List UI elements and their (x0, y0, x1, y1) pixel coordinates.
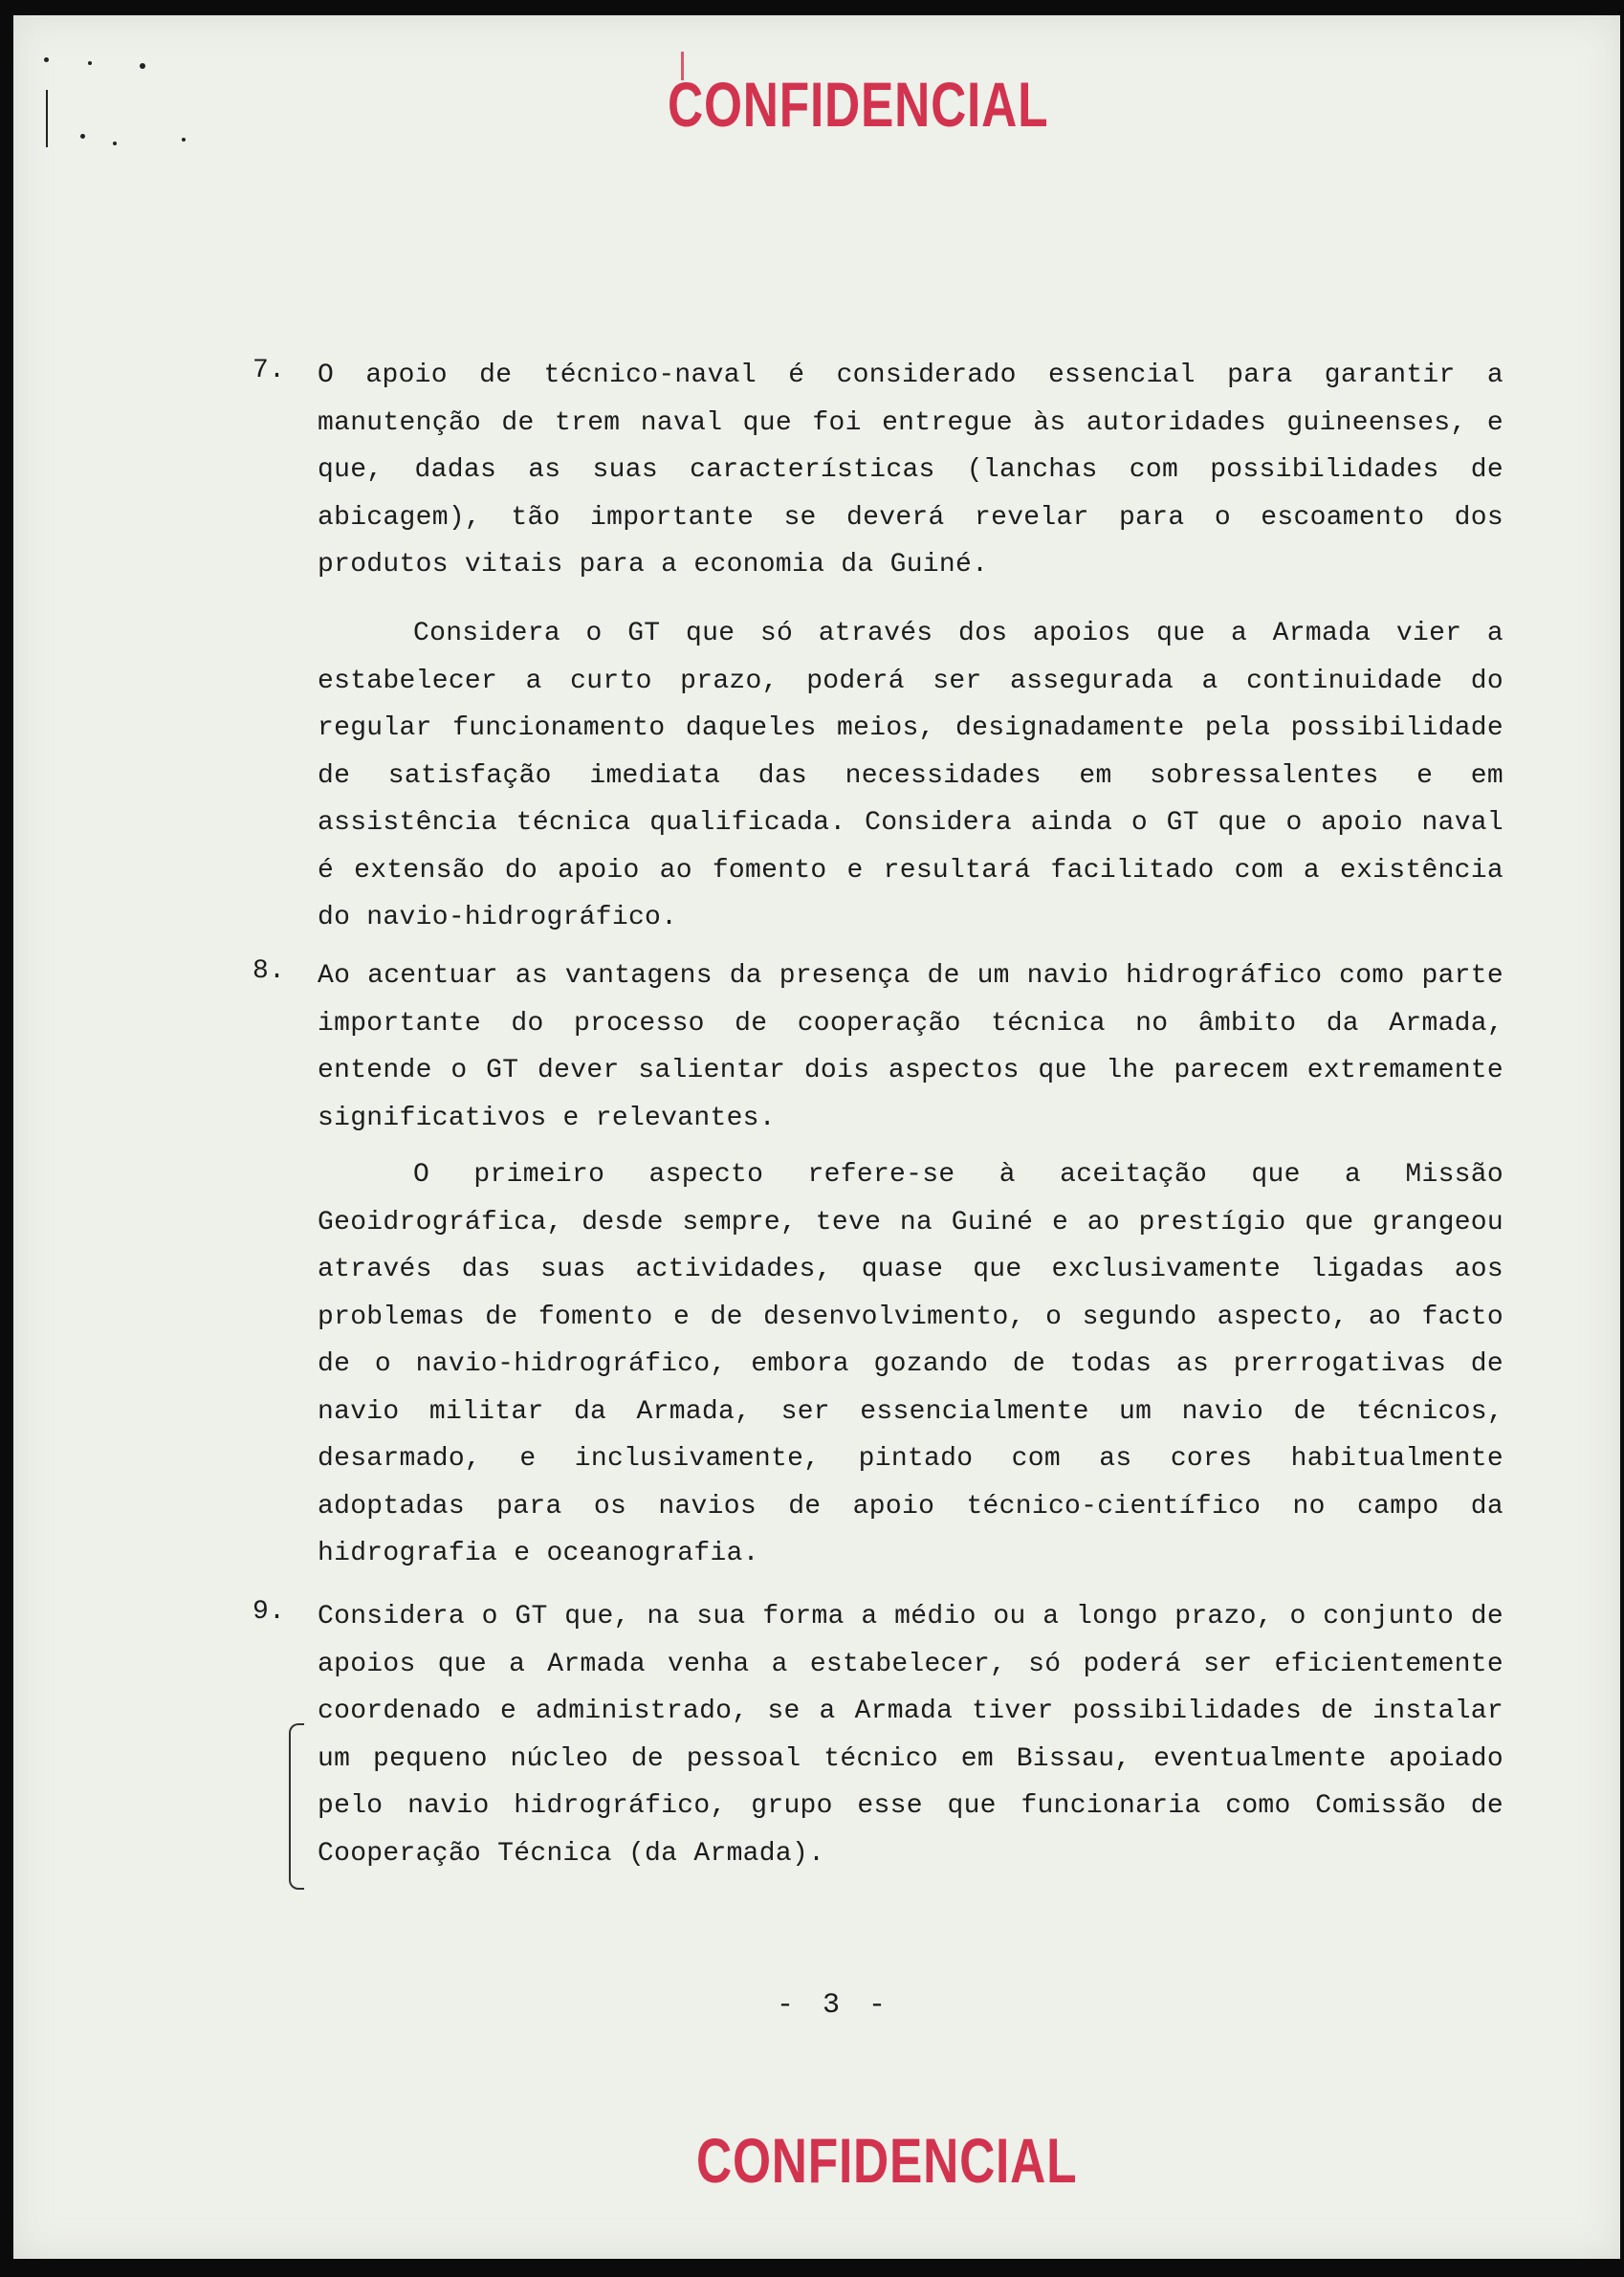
section-8-number: 8. (252, 956, 286, 986)
section-9-paragraph-1: Considera o GT que, na sua forma a médio ou a longo prazo, o conjunto de apoios que a Armada venha a estabelecer, só poderá ser eficientemente coordenado e administrado, se a Armada tiver possibilidades de instalar um pequeno núcleo de pessoal técnico em Bissau, eventualmente apoiado pelo navio hidrográfico, grupo esse que funcionaria como Comissão de Cooperação Técnica (da Armada). (318, 1602, 1503, 1869)
section-7-paragraph-1: O apoio de técnico-naval é considerado essencial para garantir a manutenção de trem naval que foi entregue às autoridades guineenses, e que, dadas as suas características (lanchas com possibilidades de abicagem), tão importante se deverá revelar para o escoamento dos produtos vitais para a economia da Guiné. (318, 361, 1503, 580)
page-number: - 3 - (777, 1989, 892, 2022)
confidential-stamp-bottom: CONFIDENCIAL (696, 2125, 1078, 2196)
section-9-number: 9. (252, 1597, 286, 1627)
margin-bracket-mark (289, 1723, 304, 1890)
section-7-number: 7. (252, 356, 286, 385)
section-7-paragraph-2: Considera o GT que só através dos apoios que a Armada vier a estabelecer a curto prazo, poderá ser assegurada a continuidade do regular funcionamento daqueles meios, designadamente pela possibilidade de satisfação imediata das necessidades em sobressalentes e em assistência técnica qualificada. Considera ainda o GT que o apoio naval é extensão do apoio ao fomento e resultará facilitado com a existência do navio-hidrográfico. (318, 619, 1503, 932)
section-8-paragraph-2: O primeiro aspecto refere-se à aceitação que a Missão Geoidrográfica, desde sempre, teve na Guiné e ao prestígio que grangeou através das suas actividades, quase que exclusivamente ligadas aos problemas de fomento e de desenvolvimento, o segundo aspecto, ao facto de o navio-hidrográfico, embora gozando de todas as prerrogativas de navio militar da Armada, ser essencialmente um navio de técnicos, desarmado, e inclusivamente, pintado com as cores habitualmente adoptadas para os navios de apoio técnico-científico no campo da hidrografia e oceanografia. (318, 1160, 1503, 1568)
confidential-stamp-top: CONFIDENCIAL (668, 69, 1049, 140)
section-8-paragraph-1: Ao acentuar as vantagens da presença de um navio hidrográfico como parte importante do processo de cooperação técnica no âmbito da Armada, entende o GT dever salientar dois aspectos que lhe parecem extremamente significativos e relevantes. (318, 961, 1503, 1133)
